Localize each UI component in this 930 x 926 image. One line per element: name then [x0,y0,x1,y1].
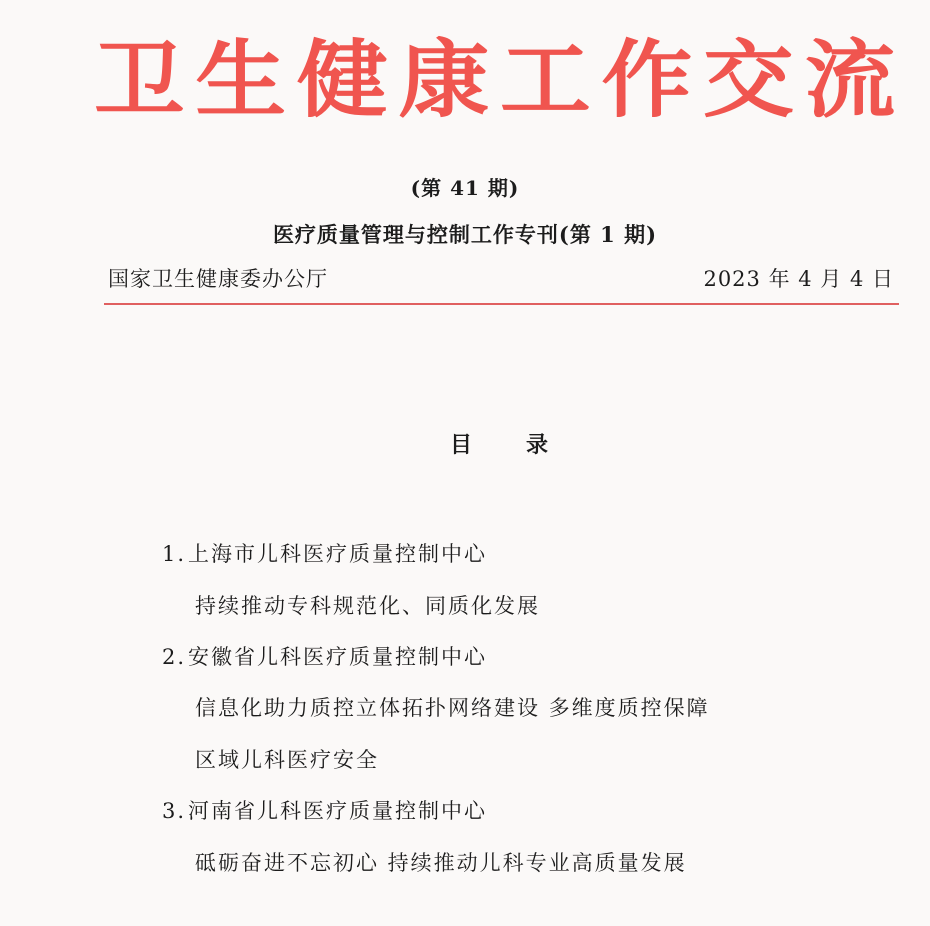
toc-heading: 目录 [450,432,603,458]
toc-item-org: 河南省儿科医疗质量控制中心 [188,799,488,823]
publisher: 国家卫生健康委办公厅 [108,267,328,291]
toc-item-1-title[interactable]: 持续推动专科规范化、同质化发展 [195,594,540,618]
toc-item-2[interactable] [162,641,487,671]
toc-item-1[interactable] [162,538,487,568]
header-divider [104,303,899,305]
toc-item-number: 3. [162,799,187,823]
toc-item-org: 安徽省儿科医疗质量控制中心 [188,645,488,669]
publish-date: 2023 年 4 月 4 日 [703,267,894,291]
issue-number: (第 41 期) [410,176,520,200]
toc-item-2-title-line-1[interactable]: 信息化助力质控立体拓扑网络建设 多维度质控保障 [195,696,710,720]
toc-item-2-title-line-2[interactable]: 区域儿科医疗安全 [195,748,379,772]
toc-item-number: 1. [162,542,187,566]
toc-item-3[interactable] [162,795,487,825]
toc-item-number: 2. [162,645,187,669]
special-issue-subtitle: 医疗质量管理与控制工作专刊(第 1 期) [272,222,658,247]
toc-item-3-title[interactable]: 砥砺奋进不忘初心 持续推动儿科专业高质量发展 [195,851,687,875]
toc-item-org: 上海市儿科医疗质量控制中心 [188,542,488,566]
masthead-title: 卫生健康工作交流 [93,31,907,129]
